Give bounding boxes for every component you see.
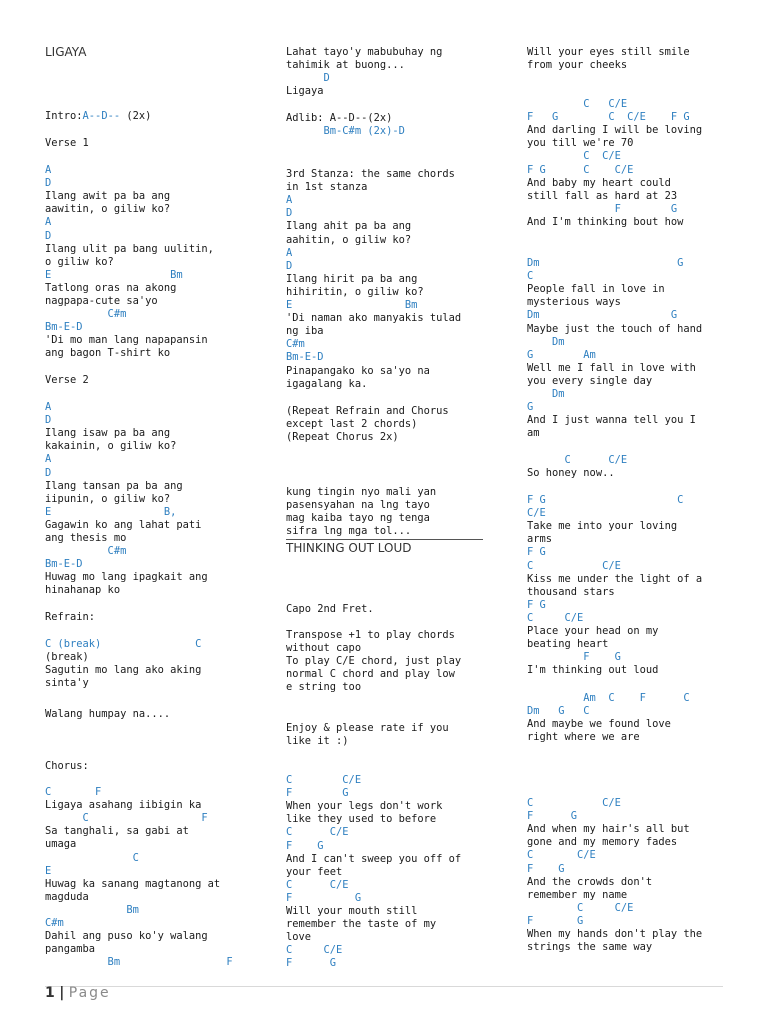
lyric-line: And I just wanna tell you I (527, 414, 696, 427)
lyric-line: (Repeat Refrain and Chorus (286, 405, 449, 417)
lyric-line: kakainin, o giliw ko? (45, 440, 177, 453)
lyric-line: Place your head on my (527, 625, 659, 637)
lyric-line: still fall as hard at 23 (527, 189, 678, 202)
chord-line: Dm (527, 335, 565, 348)
lyric-line: ang thesis mo (45, 532, 127, 544)
lyric-line: And darling I will be loving (527, 124, 703, 137)
chord-line: C/E (527, 507, 546, 520)
lyric-line: Ligaya (286, 85, 324, 98)
lyric-line: Ilang tansan pa ba ang (45, 479, 183, 492)
lyric-line: Ilang awit pa ba ang (45, 190, 171, 203)
chord-line: C C/E (527, 901, 634, 914)
chord-line: E B, (45, 505, 177, 518)
chord-line: Dm G (527, 309, 678, 322)
lyric-line: Adlib: A--D--(2x) (286, 112, 393, 124)
lyric-line: Dahil ang puso ko'y walang (45, 930, 208, 943)
lyric-line: right where we are (527, 731, 640, 744)
lyric-line: your feet (286, 865, 343, 878)
chord-line: F G (527, 810, 578, 823)
lyric-line: thousand stars (527, 585, 615, 598)
lyric-line: Ligaya asahang iibigin ka (45, 799, 202, 812)
chord-line: F G C C/E F G (527, 111, 690, 124)
page-label: Page (68, 985, 111, 1001)
lyric-line: Ilang isaw pa ba ang (45, 427, 171, 440)
chord-line: Bm (45, 903, 139, 916)
chord-line: C#m (286, 338, 305, 351)
lyric-line: So honey now.. (527, 467, 615, 480)
lyric-line: kung tingin nyo mali yan (286, 486, 437, 498)
chord-line: F G (286, 891, 362, 904)
chord-line: C (45, 851, 139, 864)
chord-line: F G (527, 651, 621, 664)
lyric-line: e string too (286, 681, 362, 694)
chord-line: C C/E (527, 797, 621, 809)
lyric-line: Maybe just the touch of hand (527, 322, 703, 335)
chord-line: C C/E (527, 150, 621, 163)
lyric-line: aahitin, o giliw ko? (286, 233, 412, 246)
chord-line: Dm G C (527, 705, 590, 718)
chord-line: F G (527, 202, 678, 215)
chord-line: C#m (45, 545, 127, 558)
lyric-line: Huwag ka sanang magtanong at (45, 877, 221, 890)
lyric-line: mysterious ways (527, 296, 621, 309)
chord-line: F G (286, 787, 349, 800)
section-label: Chorus: (45, 760, 89, 772)
chord-line: D (45, 414, 52, 427)
chord-line: C C/E (286, 878, 349, 891)
intro-label: Intro: (45, 110, 83, 122)
intro-line (45, 110, 151, 123)
lyric-line: Kiss me under the light of a (527, 572, 703, 585)
lyric-line: Will your eyes still smile (527, 46, 690, 58)
lyric-line: hihiritin, o giliw ko? (286, 285, 424, 298)
chord-line: Bm-E-D (45, 321, 83, 334)
chord-line: D (45, 466, 52, 479)
lyric-line: gone and my memory fades (527, 836, 678, 849)
lyric-line: sifra lng mga tol... (286, 525, 412, 538)
chord-line: Bm-C#m (2x)-D (286, 125, 405, 138)
lyric-line: love (286, 931, 312, 944)
lyric-line: ng iba (286, 325, 324, 338)
chord-line: D (286, 259, 293, 272)
lyric-line: Lahat tayo'y mabubuhay ng (286, 46, 443, 58)
chord-line: F G (527, 598, 546, 611)
lyric-line: 'Di mo man lang napapansin (45, 334, 208, 347)
lyric-line: (break) (45, 651, 89, 663)
page-number: 1 (45, 985, 55, 1001)
lyric-line: except last 2 chords) (286, 418, 418, 431)
lyric-line: 3rd Stanza: the same chords (286, 168, 455, 180)
lyric-line: pasensyahan na lng tayo (286, 499, 430, 512)
lyric-line: nagpapa-cute sa'yo (45, 295, 158, 307)
lyric-line: And I can't sweep you off of (286, 852, 462, 865)
chord-line: C C/E (527, 849, 596, 862)
intro-chords: A--D-- (82, 110, 121, 122)
lyric-line: o giliw ko? (45, 255, 114, 268)
lyric-line: And I'm thinking bout how (527, 215, 684, 228)
lyric-line: mag kaiba tayo ng tenga (286, 512, 430, 525)
chord-line: C C/E (286, 774, 362, 786)
lyric-line: you till we're 70 (527, 137, 634, 150)
chord-line: C C/E (286, 826, 349, 839)
chord-line: D (45, 229, 52, 242)
lyric-line: remember my name (527, 888, 628, 901)
lyric-line: Transpose +1 to play chords (286, 629, 455, 641)
chord-line: C#m (45, 308, 127, 321)
lyric-line: Gagawin ko ang lahat pati (45, 518, 202, 531)
lyric-line: (Repeat Chorus 2x) (286, 431, 399, 444)
lyric-line: sinta'y (45, 677, 89, 690)
chord-line: F G (527, 914, 584, 927)
section-label: Verse 2 (45, 374, 89, 386)
chord-line: C C/E (527, 611, 584, 624)
lyric-line: beating heart (527, 638, 609, 651)
lyric-line: pangamba (45, 943, 96, 956)
chord-line: A (286, 194, 293, 207)
lyric-line: And baby my heart could (527, 176, 671, 189)
chord-line: F G (286, 957, 337, 970)
song-title: LIGAYA (45, 45, 87, 59)
chord-line: F G (286, 839, 324, 852)
lyric-line: Enjoy & please rate if you (286, 722, 449, 734)
lyric-line: Ilang hirit pa ba ang (286, 272, 418, 285)
lyric-line: remember the taste of my (286, 918, 437, 931)
chord-line: A (45, 216, 52, 229)
chord-line: Bm-E-D (45, 558, 83, 571)
chord-line: A (45, 401, 52, 413)
chord-line: Am C F C (527, 692, 690, 704)
lyric-line: iipunin, o giliw ko? (45, 492, 171, 505)
chord-line: G (527, 401, 534, 414)
lyric-line: And the crowds don't (527, 875, 653, 888)
capo-note: Capo 2nd Fret. (286, 603, 374, 615)
lyric-line: And when my hair's all but (527, 823, 690, 836)
chord-line: F G C C/E (527, 163, 634, 176)
chord-line: C#m (45, 917, 64, 929)
chord-line: D (286, 72, 330, 85)
lyric-line: When your legs don't work (286, 800, 443, 813)
chord-line: C C/E (527, 454, 628, 466)
lyric-line: like it :) (286, 735, 349, 748)
lyric-line: Pinapangako ko sa'yo na (286, 364, 430, 377)
chord-line: A (286, 246, 293, 259)
chord-line: F G C (527, 494, 684, 506)
chord-line: D (45, 177, 52, 190)
chord-line: A (45, 164, 52, 176)
lyric-line: normal C chord and play low (286, 668, 455, 681)
lyric-line: magduda (45, 890, 89, 903)
chord-line: E Bm (45, 268, 183, 281)
chord-line: D (286, 207, 293, 220)
chord-line: G Am (527, 348, 596, 361)
lyric-line: And maybe we found love (527, 718, 671, 731)
lyric-line: like they used to before (286, 813, 437, 826)
lyric-line: igagalang ka. (286, 377, 368, 390)
chord-line: Dm G (527, 257, 684, 269)
intro-repeat: (2x) (120, 110, 152, 122)
lyric-line: I'm thinking out loud (527, 664, 659, 677)
lyric-line: strings the same way (527, 941, 653, 954)
chord-line: C (527, 270, 534, 283)
section-title: THINKING OUT LOUD (286, 541, 412, 555)
lyric-line: Sagutin mo lang ako aking (45, 664, 202, 677)
lyric-line: in 1st stanza (286, 181, 368, 194)
chord-line: C C/E (527, 98, 628, 110)
lyric-line: Ilang ulit pa bang uulitin, (45, 242, 214, 255)
chord-line: F G (527, 862, 565, 875)
section-label: Refrain: (45, 611, 96, 623)
lyric-line: Tatlong oras na akong (45, 281, 177, 294)
page-footer (45, 985, 111, 1001)
chord-line: E (45, 864, 52, 877)
walang-line: Walang humpay na.... (45, 708, 171, 720)
lyric-line: ang bagon T-shirt ko (45, 347, 171, 360)
lyric-line: you every single day (527, 374, 653, 387)
lyric-line: Well me I fall in love with (527, 361, 696, 374)
refrain-chord-line: C (break) C (45, 638, 202, 650)
lyric-line: When my hands don't play the (527, 928, 703, 940)
lyric-line: To play C/E chord, just play (286, 655, 462, 668)
chord-line: A (45, 453, 52, 466)
section-label: Verse 1 (45, 137, 89, 149)
lyric-line: Will your mouth still (286, 905, 418, 917)
chord-line: C F (45, 786, 102, 798)
lyric-line: am (527, 427, 540, 440)
chord-line: Dm (527, 388, 565, 400)
chord-line: C C/E (527, 559, 621, 572)
chord-line: Bm F (45, 956, 233, 969)
footer-separator: | (59, 985, 65, 1001)
lyric-line: without capo (286, 642, 362, 655)
lyric-line: umaga (45, 838, 77, 851)
lyric-line: Sa tanghali, sa gabi at (45, 825, 189, 838)
lyric-line: from your cheeks (527, 59, 628, 72)
lyric-line: arms (527, 533, 553, 546)
chord-line: E Bm (286, 299, 418, 311)
lyric-line: tahimik at buong... (286, 59, 405, 72)
lyric-line: Take me into your loving (527, 520, 678, 533)
chord-line: C F (45, 812, 208, 825)
footer-divider (45, 986, 723, 987)
section-divider (286, 539, 483, 540)
chord-line: Bm-E-D (286, 351, 324, 364)
lyric-line: 'Di naman ako manyakis tulad (286, 312, 462, 325)
lyric-line: Ilang ahit pa ba ang (286, 220, 412, 233)
lyric-line: People fall in love in (527, 283, 665, 296)
lyric-line: aawitin, o giliw ko? (45, 203, 171, 216)
lyric-line: hinahanap ko (45, 584, 121, 597)
chord-line: C C/E (286, 944, 343, 957)
lyric-line: Huwag mo lang ipagkait ang (45, 571, 208, 584)
chord-line: F G (527, 546, 546, 559)
